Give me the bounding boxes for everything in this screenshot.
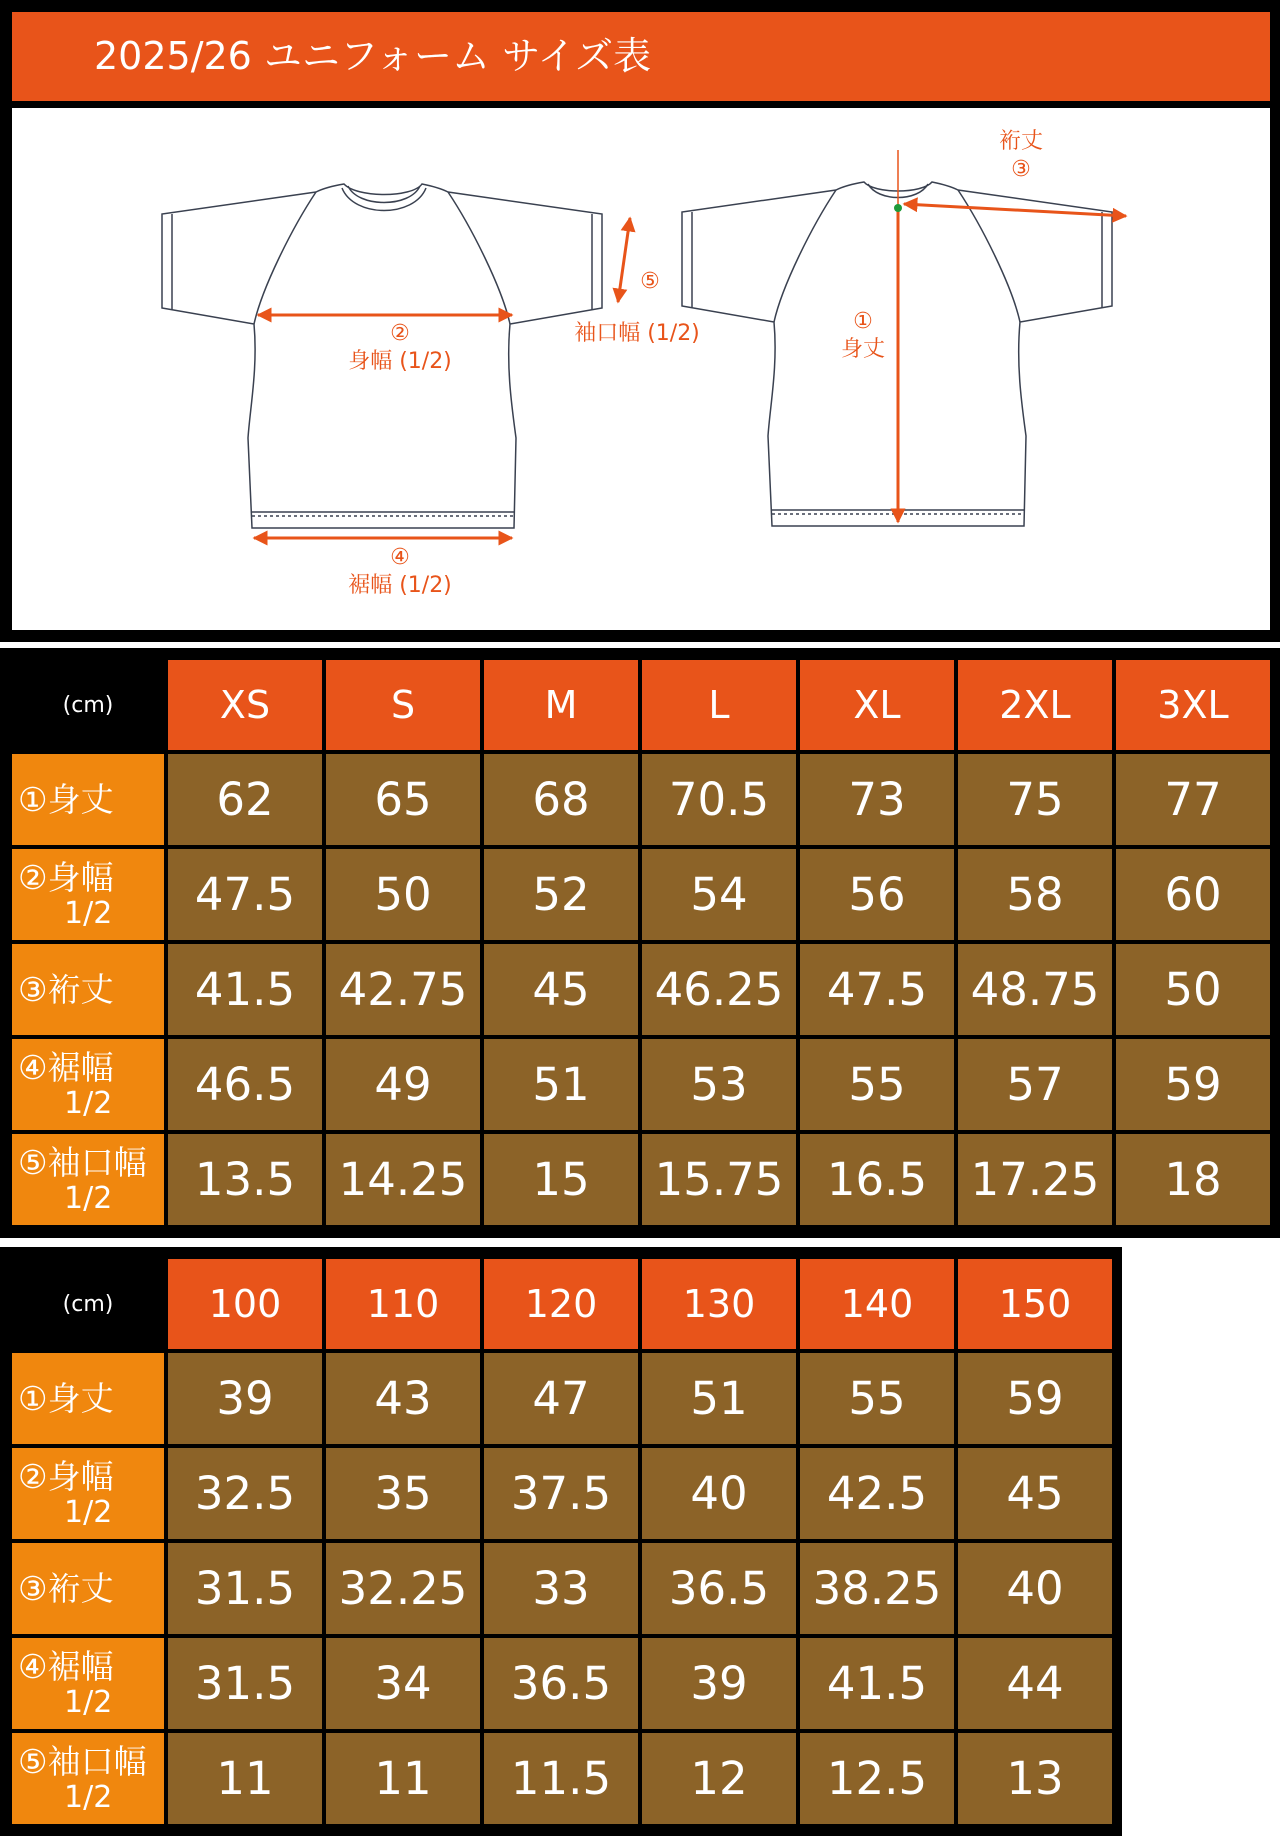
table-cell: 12: [642, 1733, 796, 1824]
table-cell: 77: [1116, 754, 1270, 845]
table-cell: 17.25: [958, 1134, 1112, 1225]
row-header: [12, 1039, 164, 1130]
table-cell: 49: [326, 1039, 480, 1130]
table-cell: 44: [958, 1638, 1112, 1729]
row-header: [12, 1353, 164, 1444]
table-cell: 45: [958, 1448, 1112, 1539]
table-cell: 32.5: [168, 1448, 322, 1539]
table-cell: 13: [958, 1733, 1112, 1824]
cuff-width-arrow: [618, 218, 630, 302]
row-header: [12, 1733, 164, 1824]
row-header-label: ②身幅: [18, 857, 114, 897]
page-title: 2025/26 ユニフォーム サイズ表: [12, 12, 1270, 101]
size-header: 3XL: [1116, 660, 1270, 750]
table-cell: 73: [800, 754, 954, 845]
row-header-sub: 1/2: [64, 1779, 113, 1815]
table-cell: 59: [1116, 1039, 1270, 1130]
table-cell: 68: [484, 754, 638, 845]
table-cell: 47: [484, 1353, 638, 1444]
row-header: [12, 1543, 164, 1634]
table-cell: 43: [326, 1353, 480, 1444]
row-header-label: ①身丈: [18, 1378, 114, 1418]
label-body-length: ① 身丈: [840, 309, 885, 362]
row-header-sub: 1/2: [64, 1180, 113, 1216]
table-cell: 47.5: [168, 849, 322, 940]
row-header: [12, 1448, 164, 1539]
table-cell: 38.25: [800, 1543, 954, 1634]
adult-size-table: [0, 648, 1280, 1238]
table-cell: 16.5: [800, 1134, 954, 1225]
size-header: 110: [326, 1259, 480, 1349]
label-body-width: ② 身幅 (1/2): [348, 321, 452, 374]
table-cell: 40: [642, 1448, 796, 1539]
table-cell: 15.75: [642, 1134, 796, 1225]
table-cell: 46.5: [168, 1039, 322, 1130]
table-cell: 14.25: [326, 1134, 480, 1225]
size-header: 150: [958, 1259, 1112, 1349]
row-header-sub: 1/2: [64, 1085, 113, 1121]
table-cell: 36.5: [642, 1543, 796, 1634]
table-cell: 70.5: [642, 754, 796, 845]
row-header: [12, 1638, 164, 1729]
row-header-label: ④裾幅: [18, 1047, 114, 1087]
table-cell: 12.5: [800, 1733, 954, 1824]
table-cell: 31.5: [168, 1543, 322, 1634]
size-header: XS: [168, 660, 322, 750]
table-cell: 56: [800, 849, 954, 940]
unit-label: (cm): [62, 1291, 114, 1317]
table-cell: 42.5: [800, 1448, 954, 1539]
table-cell: 41.5: [800, 1638, 954, 1729]
row-header-label: ③裄丈: [18, 969, 114, 1009]
size-header: 130: [642, 1259, 796, 1349]
table-cell: 60: [1116, 849, 1270, 940]
collar-point-icon: [894, 204, 902, 212]
shirt-diagram-svg: [12, 108, 1270, 630]
label-cuff-num: ⑤: [640, 269, 660, 294]
label-cuff-width: 袖口幅 (1/2): [574, 321, 700, 346]
table-cell: 32.25: [326, 1543, 480, 1634]
table-cell: 18: [1116, 1134, 1270, 1225]
table-cell: 39: [168, 1353, 322, 1444]
row-header: [12, 1134, 164, 1225]
table-cell: 54: [642, 849, 796, 940]
header-panel: [0, 0, 1280, 642]
table-cell: 31.5: [168, 1638, 322, 1729]
size-header: S: [326, 660, 480, 750]
row-header-label: ⑤袖口幅: [18, 1142, 147, 1182]
row-header: [12, 849, 164, 940]
row-header-label: ③裄丈: [18, 1568, 114, 1608]
table-cell: 13.5: [168, 1134, 322, 1225]
table-cell: 11: [326, 1733, 480, 1824]
table-cell: 51: [642, 1353, 796, 1444]
table-cell: 52: [484, 849, 638, 940]
label-sleeve-length: 裄丈 ③: [998, 129, 1043, 182]
table-cell: 35: [326, 1448, 480, 1539]
size-header: 100: [168, 1259, 322, 1349]
table-cell: 37.5: [484, 1448, 638, 1539]
table-cell: 48.75: [958, 944, 1112, 1035]
row-header-sub: 1/2: [64, 1684, 113, 1720]
table-cell: 15: [484, 1134, 638, 1225]
size-header: M: [484, 660, 638, 750]
measurement-diagram: [12, 108, 1270, 630]
row-header-label: ④裾幅: [18, 1646, 114, 1686]
table-cell: 42.75: [326, 944, 480, 1035]
row-header-sub: 1/2: [64, 1494, 113, 1530]
row-header-label: ①身丈: [18, 779, 114, 819]
row-header-label: ⑤袖口幅: [18, 1741, 147, 1781]
size-header: XL: [800, 660, 954, 750]
table-cell: 62: [168, 754, 322, 845]
table-cell: 34: [326, 1638, 480, 1729]
table-cell: 50: [326, 849, 480, 940]
table-cell: 55: [800, 1353, 954, 1444]
table-cell: 47.5: [800, 944, 954, 1035]
table-cell: 53: [642, 1039, 796, 1130]
unit-label: (cm): [62, 692, 114, 718]
table-cell: 11.5: [484, 1733, 638, 1824]
table-cell: 55: [800, 1039, 954, 1130]
row-header-sub: 1/2: [64, 895, 113, 931]
size-header: 120: [484, 1259, 638, 1349]
row-header: [12, 754, 164, 845]
table-cell: 59: [958, 1353, 1112, 1444]
table-cell: 46.25: [642, 944, 796, 1035]
size-header: L: [642, 660, 796, 750]
table-cell: 41.5: [168, 944, 322, 1035]
table-cell: 65: [326, 754, 480, 845]
row-header: [12, 944, 164, 1035]
table-cell: 36.5: [484, 1638, 638, 1729]
table-cell: 45: [484, 944, 638, 1035]
kids-size-table: [0, 1247, 1122, 1836]
table-cell: 51: [484, 1039, 638, 1130]
table-cell: 11: [168, 1733, 322, 1824]
table-cell: 33: [484, 1543, 638, 1634]
size-header: 2XL: [958, 660, 1112, 750]
table-cell: 58: [958, 849, 1112, 940]
size-header: 140: [800, 1259, 954, 1349]
table-cell: 39: [642, 1638, 796, 1729]
table-cell: 57: [958, 1039, 1112, 1130]
table-cell: 75: [958, 754, 1112, 845]
row-header-label: ②身幅: [18, 1456, 114, 1496]
table-cell: 50: [1116, 944, 1270, 1035]
label-hem-width: ④ 裾幅 (1/2): [348, 545, 452, 598]
table-cell: 40: [958, 1543, 1112, 1634]
